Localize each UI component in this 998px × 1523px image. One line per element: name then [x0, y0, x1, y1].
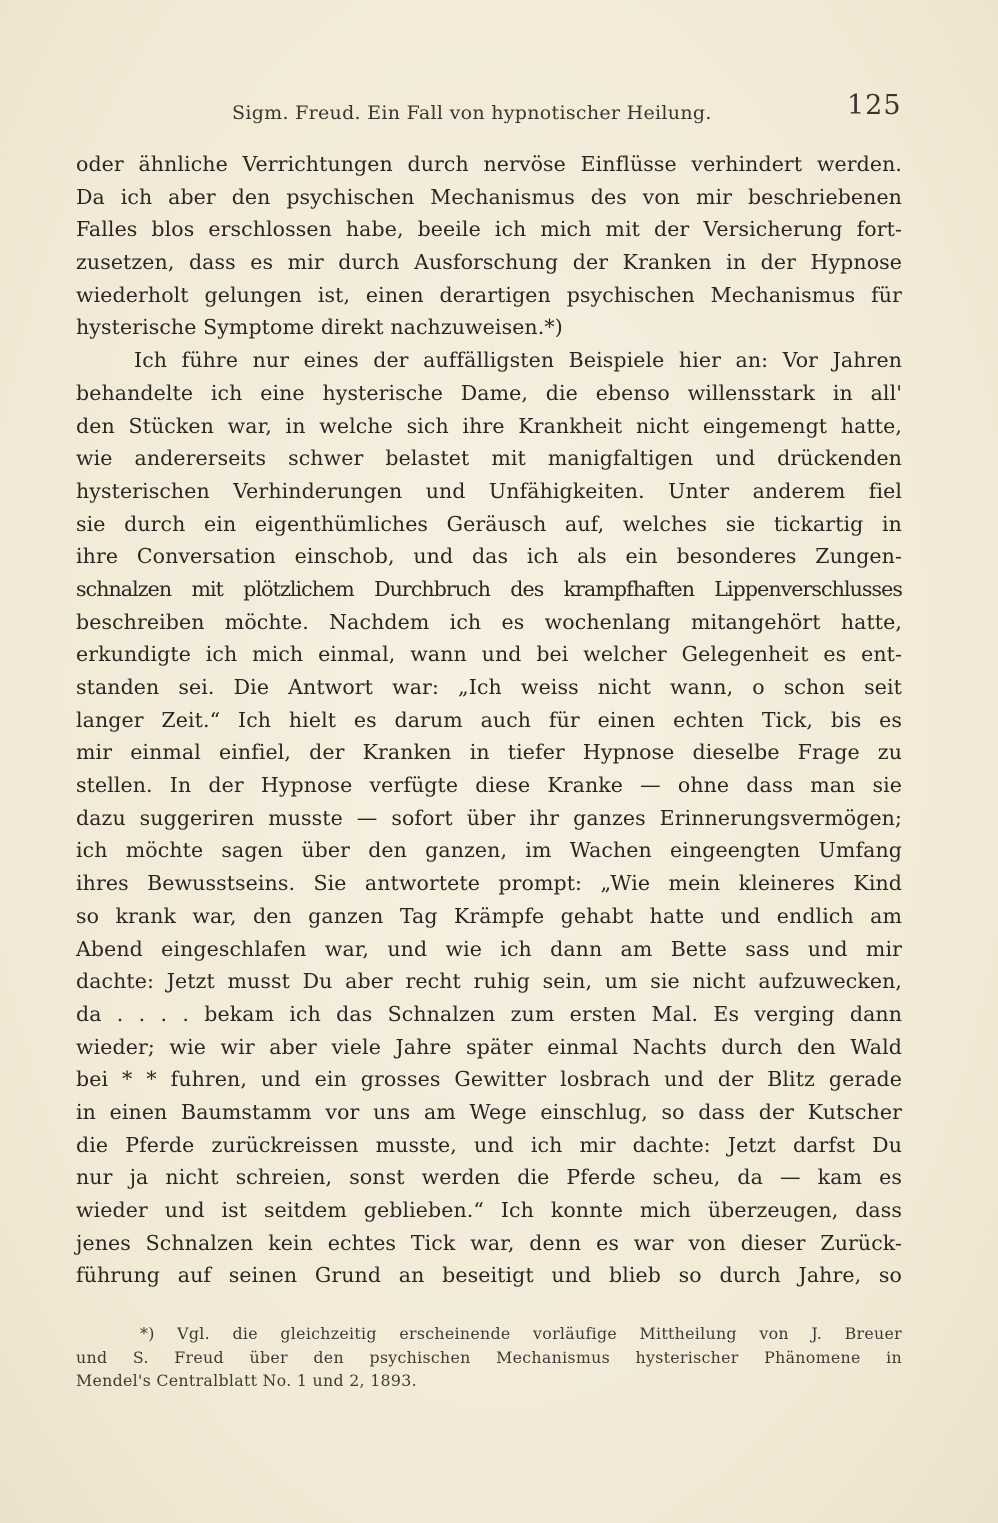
text-line: so krank war, den ganzen Tag Krämpfe gehabt hatte und endlich am: [76, 903, 902, 928]
text-line: langer Zeit.“ Ich hielt es darum auch für einen echten Tick, bis es: [76, 707, 902, 732]
text-line: ihre Conversation einschob, und das ich als ein besonderes Zungen-: [76, 544, 902, 569]
body-text: [76, 148, 902, 1292]
text-line: ich möchte sagen über den ganzen, im Wachen eingeengten Umfang: [76, 838, 902, 863]
running-head: Sigm. Freud. Ein Fall von hypnotischer Heilung.: [232, 102, 712, 124]
text-line: zusetzen, dass es mir durch Ausforschung der Kranken in der Hypnose: [76, 250, 902, 275]
text-line: wieder; wie wir aber viele Jahre später einmal Nachts durch den Wald: [76, 1034, 902, 1059]
text-line: mir einmal einfiel, der Kranken in tiefer Hypnose dieselbe Frage zu: [76, 740, 902, 765]
text-line: führung auf seinen Grund an beseitigt und blieb so durch Jahre, so: [76, 1263, 902, 1288]
text-line: ihres Bewusstseins. Sie antwortete prompt: „Wie mein kleineres Kind: [76, 871, 902, 896]
text-line: erkundigte ich mich einmal, wann und bei welcher Gelegenheit es ent-: [76, 642, 902, 667]
text-line: bei * * fuhren, und ein grosses Gewitter losbrach und der Blitz gerade: [76, 1067, 902, 1092]
text-line: standen sei. Die Antwort war: „Ich weiss nicht wann, o schon seit: [76, 675, 902, 699]
footnote-line: *) Vgl. die gleichzeitig erscheinende vorläufige Mittheilung von J. Breuer: [140, 1324, 902, 1343]
text-line: wie andererseits schwer belastet mit manigfaltigen und drückenden: [76, 446, 902, 471]
text-line: die Pferde zurückreissen musste, und ich mir dachte: Jetzt darfst Du: [76, 1132, 902, 1157]
text-line: dazu suggeriren musste — sofort über ihr ganzes Erinnerungsvermögen;: [76, 805, 902, 830]
text-line: in einen Baumstamm vor uns am Wege einschlug, so dass der Kutscher: [76, 1099, 902, 1124]
text-line: Da ich aber den psychischen Mechanismus des von mir beschriebenen: [76, 184, 902, 209]
text-line: Falles blos erschlossen habe, beeile ich mich mit der Versicherung fort-: [76, 217, 902, 242]
page-number: 125: [847, 90, 902, 121]
text-line: Abend eingeschlafen war, und wie ich dann am Bette sass und mir: [76, 936, 902, 961]
text-line: Ich führe nur eines der auffälligsten Beispiele hier an: Vor Jahren: [134, 348, 902, 373]
page-header: [0, 88, 998, 128]
text-line: hysterische Symptome direkt nachzuweisen.*): [76, 315, 563, 340]
text-line: nur ja nicht schreien, sonst werden die Pferde scheu, da — kam es: [76, 1165, 902, 1190]
footnote-line: Mendel's Centralblatt No. 1 und 2, 1893.: [76, 1371, 417, 1390]
text-line: wieder und ist seitdem geblieben.“ Ich konnte mich überzeugen, dass: [76, 1198, 902, 1222]
text-line: hysterischen Verhinderungen und Unfähigkeiten. Unter anderem fiel: [76, 478, 902, 503]
text-line: jenes Schnalzen kein echtes Tick war, denn es war von dieser Zurück-: [76, 1230, 902, 1255]
text-line: wiederholt gelungen ist, einen derartigen psychischen Mechanismus für: [76, 282, 902, 307]
text-line: schnalzen mit plötzlichem Durchbruch des krampfhaften Lippenverschlusses: [76, 576, 902, 601]
footnote: [76, 1322, 902, 1393]
text-line: oder ähnliche Verrichtungen durch nervöse Einflüsse verhindert werden.: [76, 152, 902, 176]
text-line: den Stücken war, in welche sich ihre Krankheit nicht eingemengt hatte,: [76, 413, 902, 438]
text-line: stellen. In der Hypnose verfügte diese Kranke — ohne dass man sie: [76, 773, 902, 798]
text-line: dachte: Jetzt musst Du aber recht ruhig sein, um sie nicht aufzuwecken,: [76, 969, 902, 994]
text-line: behandelte ich eine hysterische Dame, die ebenso willensstark in all': [76, 380, 902, 405]
text-line: beschreiben möchte. Nachdem ich es wochenlang mitangehört hatte,: [76, 609, 902, 634]
footnote-line: und S. Freud über den psychischen Mechanismus hysterischer Phänomene in: [76, 1347, 902, 1367]
text-line: sie durch ein eigenthümliches Geräusch auf, welches sie tickartig in: [76, 511, 902, 536]
text-line: da . . . . bekam ich das Schnalzen zum ersten Mal. Es verging dann: [76, 1001, 902, 1026]
